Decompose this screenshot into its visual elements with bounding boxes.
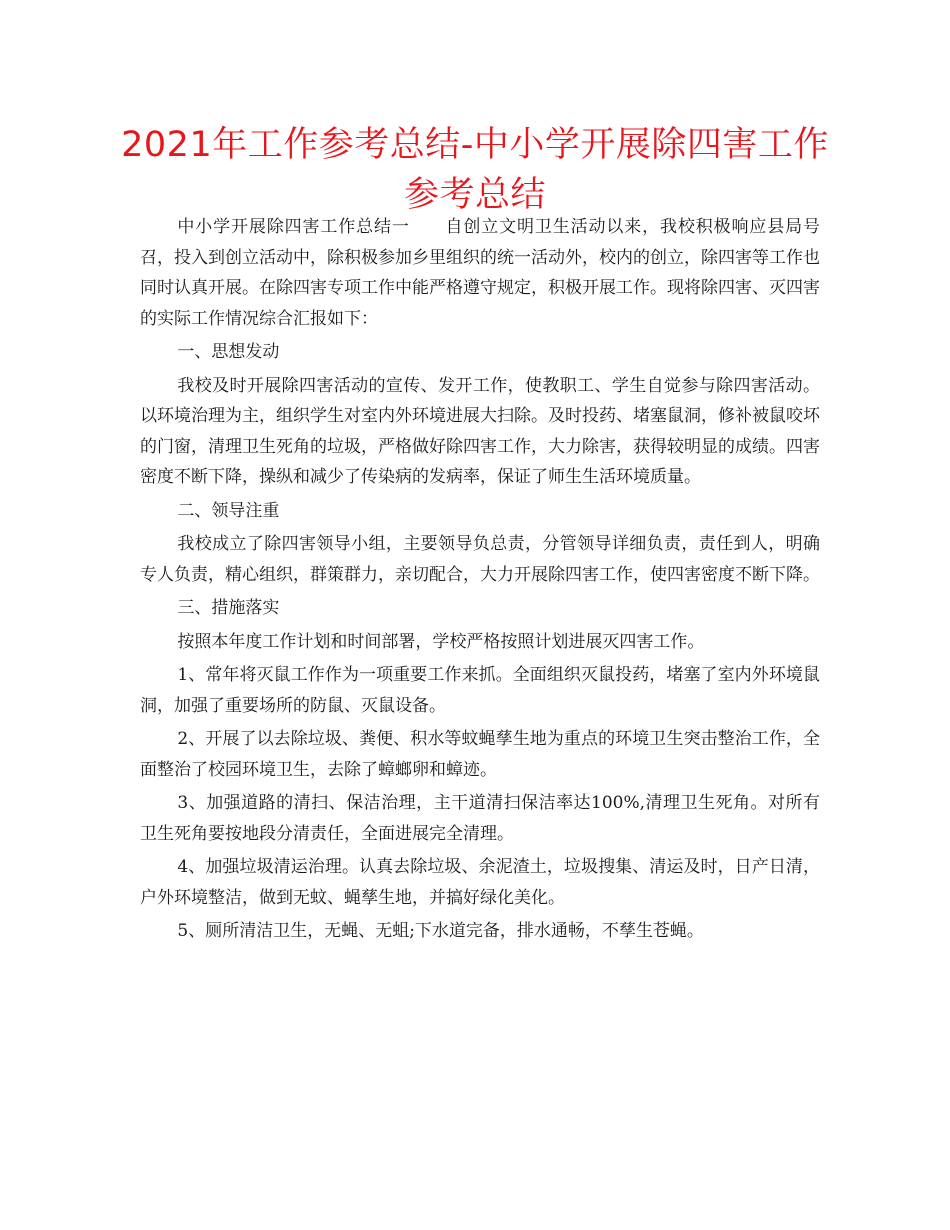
- list-item-measure-1: 1、常年将灭鼠工作作为一项重要工作来抓。全面组织灭鼠投药，堵塞了室内外环境鼠洞，加强了重要场所的防鼠、灭鼠设备。: [140, 665, 820, 716]
- document-body: [140, 212, 820, 947]
- list-item-measure-4: 4、加强垃圾清运治理。认真去除垃圾、余泥渣土，垃圾搜集、清运及时，日产日清，户外环境整洁，做到无蚊、蝇孳生地，并搞好绿化美化。: [140, 857, 820, 908]
- document-title: 2021年工作参考总结-中小学开展除四害工作参考总结: [121, 125, 829, 215]
- section-heading-measures: 三、措施落实: [177, 598, 280, 618]
- list-item-measure-3: 3、加强道路的清扫、保洁治理，主干道清扫保洁率达100%,清理卫生死角。对所有卫生死角要按地段分清责任，全面进展完全清理。: [140, 793, 820, 844]
- section-heading-leadership: 二、领导注重: [177, 500, 280, 521]
- list-item-measure-5: 5、厕所清洁卫生，无蝇、无蛆;下水道完备，排水通畅，不孳生苍蝇。: [177, 921, 704, 941]
- paragraph-intro: 中小学开展除四害工作总结一 自创立文明卫生活动以来，我校积极响应县局号召，投入到创立活动中，除积极参加乡里组织的统一活动外，校内的创立，除四害等工作也同时认真开展。在除四害专项工作中能严格遵守规定，积极开展工作。现将除四害、灭四害的实际工作情况综合汇报如下：: [140, 217, 820, 329]
- paragraph-measures-plan: 按照本年度工作计划和时间部署，学校严格按照计划进展灭四害工作。: [177, 631, 705, 652]
- section-heading-ideology: 一、思想发动: [177, 342, 280, 362]
- paragraph-leadership: 我校成立了除四害领导小组，主要领导负总责，分管领导详细负责，责任到人，明确专人负责，精心组织，群策群力，亲切配合，大力开展除四害工作，使四害密度不断下降。: [140, 534, 820, 585]
- paragraph-ideology: 我校及时开展除四害活动的宣传、发开工作，使教职工、学生自觉参与除四害活动。以环境治理为主，组织学生对室内外环境进展大扫除。及时投药、堵塞鼠洞，修补被鼠咬坏的门窗，清理卫生死角的垃圾，严格做好除四害工作，大力除害，获得较明显的成绩。四害密度不断下降，操纵和减少了传染病的发病率，保证了师生生活环境质量。: [140, 375, 820, 487]
- list-item-measure-2: 2、开展了以去除垃圾、粪便、积水等蚊蝇孳生地为重点的环境卫生突击整治工作，全面整治了校园环境卫生，去除了蟑螂卵和蟑迹。: [140, 729, 820, 780]
